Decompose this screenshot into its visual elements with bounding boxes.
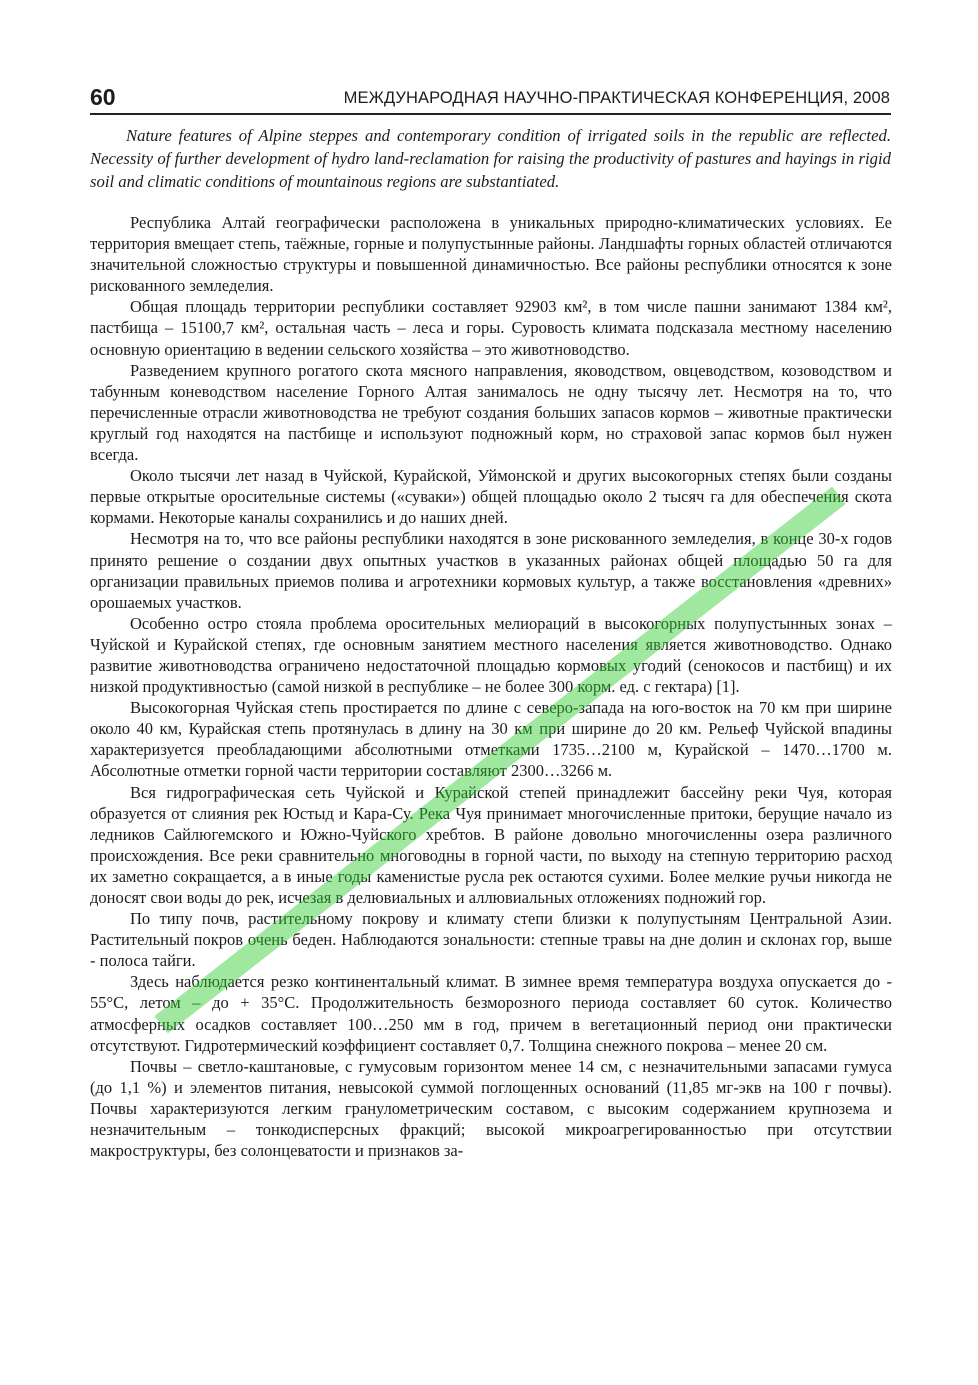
running-title: МЕЖДУНАРОДНАЯ НАУЧНО-ПРАКТИЧЕСКАЯ КОНФЕРЕНЦИЯ, 2008 [343, 89, 890, 107]
abstract: Nature features of Alpine steppes and contemporary condition of irrigated soils in the republic are reflected. Necessity of further development of hydro land-reclamation for raising the productivity of pastures and hayings in rigid soil and climatic conditions of mountainous regions are substantiated. [90, 126, 891, 191]
paragraph: Несмотря на то, что все районы республики находятся в зоне рискованного земледелия, в конце 30-х годов принято решение о создании двух опытных участков в указанных районах общей площадью 50 га для организации правильных приемов полива и агротехники кормовых культур, а также восстановления «древних» орошаемых участков. [90, 529, 892, 612]
paragraph: Разведением крупного рогатого скота мясного направления, яководством, овцеводством, козоводством и табунным коневодством население Горного Алтая занималось не одну тысячу лет. Несмотря на то, что перечисленные отрасли животноводства не требуют создания больших запасов кормов – животные практически круглый год находятся на пастбище и используют подножный корм, но страховой запас кормов был нужен всегда. [90, 360, 892, 465]
paragraph: Высокогорная Чуйская степь простирается по длине с северо-запада на юго-восток на 70 км при ширине около 40 км, Курайская степь протянулась в длину на 30 км при ширине до 20 км. Рельеф Чуйской впадины характеризуется преобладающими абсолютными отметками 1735…2100 м, Курайской – 1470…1700 м. Абсолютные отметки горной части территории составляют 2300…3266 м. [90, 698, 892, 781]
paragraph: Общая площадь территории республики составляет 92903 км², в том числе пашни занимают 1384 км², пастбища – 15100,7 км², остальная часть – леса и горы. Суровость климата подсказала местному населению основную ориентацию в ведении сельского хозяйства – это животноводство. [90, 297, 892, 359]
paragraph: По типу почв, растительному покрову и климату степи близки к полупустыням Центральной Азии. Растительный покров очень беден. Наблюдаются зональности: степные травы на дне долин и склонах гор, выше - полоса тайги. [90, 909, 892, 971]
paragraph: Здесь наблюдается резко континентальный климат. В зимнее время температура воздуха опускается до - 55°С, летом – до + 35°С. Продолжительность безморозного периода составляет 60 суток. Количество атмосферных осадков составляет 100…250 мм в год, причем в вегетационный период они практически отсутствуют. Гидротермический коэффициент составляет 0,7. Толщина снежного покрова – менее 20 см. [90, 972, 892, 1055]
page-header [90, 84, 890, 110]
paragraph: Вся гидрографическая сеть Чуйской и Курайской степей принадлежит бассейну реки Чуя, которая образуется от слияния рек Юстыд и Кара-Су. Река Чуя принимает многочисленные притоки, берущие начало из ледников Сайлюгемского и Южно-Чуйского хребтов. В районе довольно многочисленны озера различного происхождения. Все реки сравнительно многоводны в горной части, по выходу на степную территорию расход их заметно сокращается, а в иные годы каменистые русла рек остаются сухими. Более мелкие ручьи никогда не доносят свои воды до рек, исчезая в делювиальных и аллювиальных отложениях подножий гор. [90, 782, 892, 907]
header-divider [90, 113, 891, 115]
paragraph: Почвы – светло-каштановые, с гумусовым горизонтом менее 14 см, с незначительными запасами гумуса (до 1,1 %) и элементов питания, невысокой суммой поглощенных оснований (11,85 мг-экв на 100 г почвы). Почвы характеризуются легким гранулометрическим составом, с высоким содержанием крупнозема и незначительным – тонкодисперсных фракций; высокой микроагрегированностью при отсутствии макроструктуры, без солонцеватости и признаков за- [90, 1056, 892, 1161]
page-number: 60 [90, 84, 116, 110]
paragraph: Особенно остро стояла проблема оросительных мелиораций в высокогорных полупустынных зонах – Чуйской и Курайской степях, где основным занятием местного населения является животноводство. Однако развитие животноводства ограничено недостаточной площадью кормовых угодий (сенокосов и пастбищ) и их низкой продуктивностью (самой низкой в республике – не более 300 корм. ед. с гектара) [1]. [90, 613, 892, 697]
article-body [90, 212, 892, 1161]
paragraph: Республика Алтай географически расположена в уникальных природно-климатических условиях. Ее территория вмещает степь, таёжные, горные и полупустынные районы. Ландшафты горных областей отличаются значительной сложностью структуры и повышенной динамичностью. Все районы республики относятся к зоне рискованного земледелия. [90, 213, 892, 296]
paragraph: Около тысячи лет назад в Чуйской, Курайской, Уймонской и других высокогорных степях были созданы первые открытые оросительные системы («суваки») общей площадью около 2 тысяч га для обеспечения скота кормами. Некоторые каналы сохранились и до наших дней. [90, 466, 892, 528]
